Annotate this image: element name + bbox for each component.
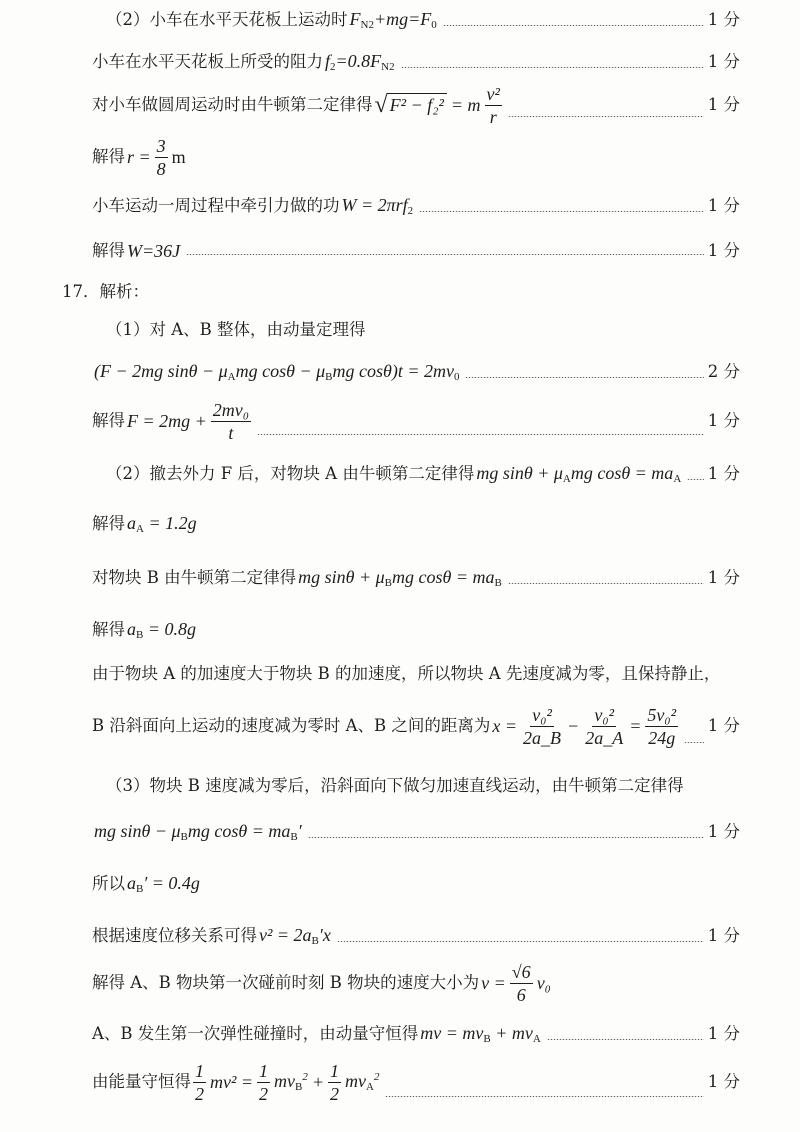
fraction-one-half: $\frac{1}{2}$ (259, 1060, 269, 1104)
line-15-text: B 沿斜面向上运动的速度减为零时 A、B 之间的距离为 (92, 715, 491, 735)
line-22-score: 1 分 (707, 1071, 740, 1091)
line-11 (92, 514, 740, 535)
fraction-one-half: $\frac{1}{2}$ (195, 1060, 204, 1104)
leader-dots (465, 377, 703, 378)
line-2-score: 1 分 (707, 52, 740, 72)
line-17-score: 1 分 (707, 822, 740, 842)
line-19-formula: v² = 2aB′x (259, 925, 331, 947)
sqrt-expression: √ F² − f₂² (375, 93, 447, 117)
line-20-tail: v₀ (536, 973, 551, 993)
line-6-text: 解得 (92, 240, 125, 260)
line-10-text: （2）撤去外力 F 后，对物块 A 由牛顿第二定律得 (106, 464, 475, 484)
line-11-text: 解得 (92, 514, 125, 534)
leader-dots (186, 254, 704, 255)
leader-dots (687, 479, 703, 480)
line-15: B 沿斜面向上运动的速度减为零时 A、B 之间的距离为 x = $\frac{\text{v₀²}}{2a\_B}$ − $\frac{\text{v₀²}}{2a\_A}$ = $\frac{\text{5v₀²}}{24g}$ 1 分 (92, 704, 740, 748)
line-10 (106, 464, 740, 485)
line-5 (92, 196, 740, 217)
line-2-formula: f2=0.8FN2 (325, 51, 395, 73)
line-21 (92, 1024, 740, 1045)
line-17-formula: mg sinθ − μBmg cosθ = maB′ (94, 821, 302, 843)
line-7 (106, 322, 740, 339)
line-1 (106, 10, 740, 31)
leader-dots (508, 583, 704, 584)
line-22-text: 由能量守恒得 (92, 1071, 191, 1091)
line-22: 由能量守恒得 $\frac{1}{2}$ mv² = $\frac{1}{2}$ mvB$^2$ + $\frac{1}{2}$ mvA$^2$ 1 分 (92, 1060, 740, 1104)
line-13-formula: aB = 0.8g (127, 619, 196, 641)
line-12-score: 1 分 (707, 568, 740, 588)
line-8-score: 2 分 (707, 362, 740, 382)
line-21-text: A、B 发生第一次弹性碰撞时，由动量守恒得 (92, 1024, 419, 1044)
line-15-lhs: x = (492, 716, 518, 736)
line-8 (92, 362, 740, 383)
line-5-formula: W = 2πrf2 (341, 195, 414, 217)
leader-dots (684, 742, 704, 743)
line-1-formula: FN2+mg=F0 (349, 9, 437, 31)
leader-dots (257, 434, 704, 435)
heading-text: 17．解析： (62, 282, 149, 301)
fraction-v0sq-2aA: $\frac{\text{v₀²}}{2a\_A}$ (585, 704, 624, 748)
fraction-v2-r: $\frac{\text{v²}}{r}$ (486, 83, 500, 127)
fraction-sqrt6-6: $\frac{√6}{6}$ (511, 961, 531, 1005)
line-3-text: 对小车做圆周运动时由牛顿第二定律得 (92, 94, 373, 114)
line-3-eq: = m (450, 95, 481, 115)
question-17-heading (62, 284, 740, 301)
line-4-text: 解得 (92, 146, 125, 166)
fraction-one-half: $\frac{1}{2}$ (330, 1060, 340, 1104)
line-5-score: 1 分 (707, 196, 740, 216)
line-20 (92, 962, 740, 1004)
line-3 (92, 83, 740, 127)
line-16 (106, 778, 740, 795)
line-17 (92, 822, 740, 843)
line-12-formula: mg sinθ + μBmg cosθ = maB (298, 567, 502, 589)
line-10-score: 1 分 (707, 464, 740, 484)
leader-dots (337, 941, 704, 942)
line-10-formula: mg sinθ + μAmg cosθ = maA (476, 463, 682, 485)
fraction-2mv0-t: $\frac{\text{2mv₀}}{t}$ (212, 399, 250, 443)
unit-meter: m (171, 147, 186, 167)
line-20-lhs: v = (481, 973, 506, 993)
line-19-text: 根据速度位移关系可得 (92, 926, 257, 946)
line-6-formula: W=36J (127, 241, 181, 261)
line-9-score: 1 分 (707, 410, 740, 430)
line-4 (92, 135, 740, 179)
line-19-score: 1 分 (707, 926, 740, 946)
line-15-score: 1 分 (707, 715, 740, 735)
line-9-lhs: F = 2mg + (127, 411, 207, 431)
line-1-score: 1 分 (707, 10, 740, 30)
line-13 (92, 620, 740, 641)
line-21-formula: mv = mvB + mvA (420, 1023, 541, 1045)
line-19 (92, 926, 740, 947)
fraction-v0sq-2aB: $\frac{\text{v₀²}}{2a\_B}$ (523, 704, 562, 748)
line-18 (92, 874, 740, 895)
line-5-text: 小车运动一周过程中牵引力做的功 (92, 196, 340, 216)
leader-dots (508, 116, 704, 117)
line-11-formula: aA = 1.2g (127, 513, 197, 535)
line-9 (92, 399, 740, 443)
leader-dots (401, 67, 704, 68)
line-3-score: 1 分 (707, 94, 740, 114)
line-14-text: 由于物块 A 的加速度大于物块 B 的加速度，所以物块 A 先速度减为零，且保持静止， (92, 664, 721, 683)
line-12-text: 对物块 B 由牛顿第二定律得 (92, 568, 297, 588)
leader-dots (308, 837, 704, 838)
leader-dots (385, 1096, 703, 1097)
leader-dots (547, 1039, 704, 1040)
line-4-lhs: r = (127, 147, 151, 167)
line-8-formula: (F − 2mg sinθ − μAmg cosθ − μBmg cosθ)t = 2mv0 (94, 361, 460, 383)
line-13-text: 解得 (92, 620, 125, 640)
line-12 (92, 568, 740, 589)
leader-dots (419, 211, 704, 212)
line-9-text: 解得 (92, 410, 125, 430)
line-1-text: （2）小车在水平天花板上运动时 (106, 10, 348, 30)
line-2-text: 小车在水平天花板上所受的阻力 (92, 52, 323, 72)
line-6-score: 1 分 (707, 240, 740, 260)
line-14 (92, 666, 740, 683)
line-18-text: 所以 (92, 874, 125, 894)
line-18-formula: aB′ = 0.4g (127, 873, 200, 895)
line-20-text: 解得 A、B 物块第一次碰前时刻 B 物块的速度大小为 (92, 972, 480, 992)
line-7-text: （1）对 A、B 整体，由动量定理得 (106, 320, 366, 339)
fraction-3-8: $\frac{3}{8}$ (156, 135, 166, 179)
line-16-text: （3）物块 B 速度减为零后，沿斜面向下做匀加速直线运动，由牛顿第二定律得 (106, 776, 684, 795)
line-2 (92, 52, 740, 73)
leader-dots (443, 25, 704, 26)
fraction-5v0sq-24g: $\frac{\text{5v₀²}}{24g}$ (647, 704, 677, 748)
line-21-score: 1 分 (707, 1024, 740, 1044)
line-6 (92, 242, 740, 260)
